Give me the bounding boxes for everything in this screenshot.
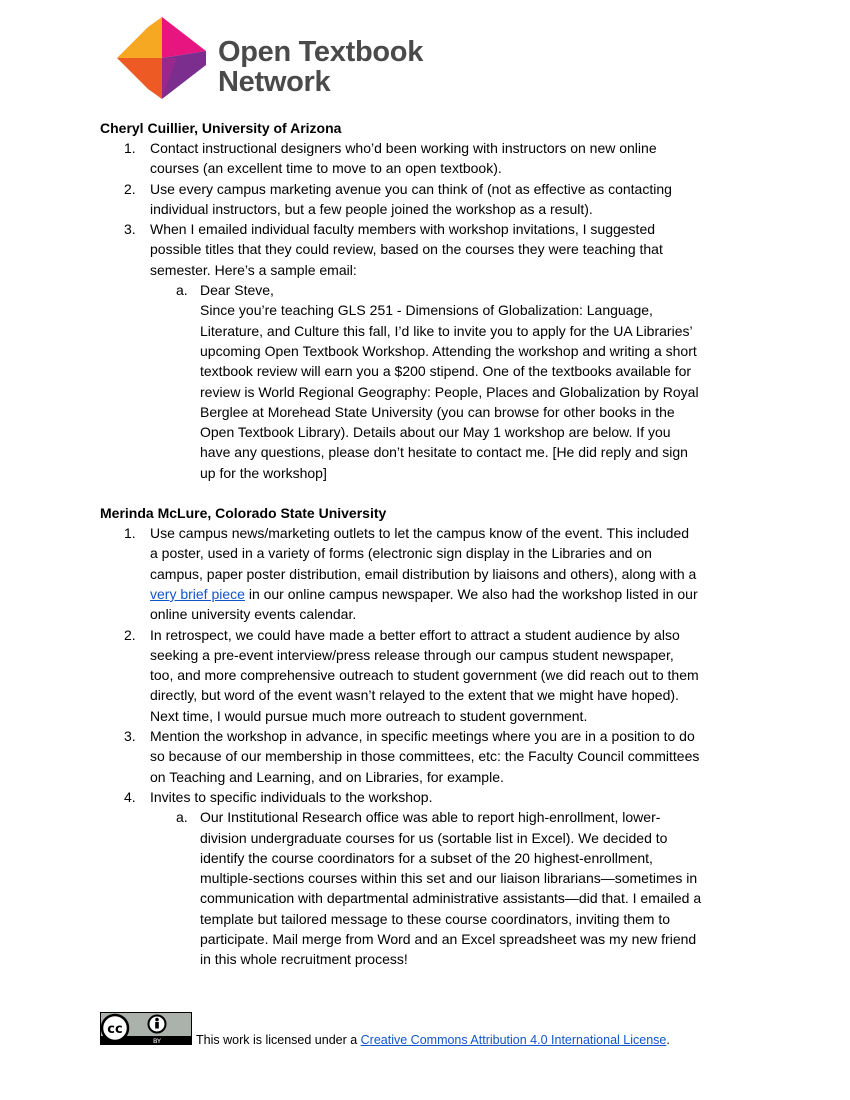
list-marker: 3.: [124, 728, 136, 745]
text-line: a poster, used in a variety of forms (electronic sign display in the Libraries and on: [150, 545, 652, 562]
text-line: division undergraduate courses for us (sortable list in Excel). We decided to: [200, 829, 668, 846]
list-marker: 4.: [124, 788, 136, 805]
text-line: Use campus news/marketing outlets to let the campus know of the event. This included: [150, 525, 690, 542]
text-line: Use every campus marketing avenue you can think of (not as effective as contacting: [150, 180, 672, 197]
text-line: Our Institutional Research office was able to report high-enrollment, lower-: [200, 809, 661, 826]
list-item: [100, 523, 760, 624]
text-line: so because of our membership in those committees, etc: the Faculty Council committees: [150, 748, 700, 765]
text-line: identify the course coordinators for a subset of the 20 highest-enrollment,: [200, 849, 653, 866]
text-line: possible titles that they could review, based on the courses they were teaching that: [150, 241, 663, 258]
text-line: too, and more comprehensive outreach to student government (we did reach out to them: [150, 667, 699, 684]
list-item: [150, 807, 760, 969]
text-line: Mention the workshop in advance, in specific meetings where you are in a position to do: [150, 728, 695, 745]
text-line: Literature, and Culture this fall, I’d like to invite you to apply for the UA Libraries’: [200, 322, 693, 339]
list-item: [100, 625, 760, 726]
text-line: textbook review will earn you a $200 stipend. One of the textbooks available for: [200, 363, 692, 380]
text-line: on Teaching and Learning, and on Libraries, for example.: [150, 768, 504, 785]
text-line: up for the workshop]: [200, 464, 327, 481]
text-line: campus, paper poster distribution, email distribution by liaisons and others), along with a: [150, 565, 697, 582]
license-period: .: [666, 1033, 670, 1047]
logo-line-2: Network: [218, 66, 331, 98]
section-heading: Cheryl Cuillier, University of Arizona: [100, 120, 342, 136]
section-heading: Merinda McLure, Colorado State University: [100, 505, 387, 522]
sample-email: [150, 280, 760, 483]
list-item: [100, 787, 760, 970]
logo-line-1: Open Textbook: [218, 36, 424, 68]
logo-wordmark: [218, 37, 423, 97]
list-marker: 1.: [124, 140, 136, 156]
sub-list: [150, 280, 760, 483]
text-line: Contact instructional designers who’d been working with instructors on new online: [150, 140, 657, 156]
list-item: [100, 726, 760, 787]
list-marker: a.: [176, 809, 188, 826]
text-line: semester. Here’s a sample email:: [150, 261, 357, 278]
text-line: review is World Regional Geography: People, Places and Globalization by Royal: [200, 383, 699, 400]
very-brief-piece-link[interactable]: very brief piece: [150, 585, 245, 602]
text-line: Next time, I would pursue much more outreach to student government.: [150, 707, 588, 724]
license-link[interactable]: Creative Commons Attribution 4.0 International License: [360, 1033, 667, 1047]
list-item: [100, 138, 760, 179]
open-textbook-network-logo: [117, 17, 447, 99]
list-item: [100, 219, 760, 483]
text-line: Since you’re teaching GLS 251 - Dimensions of Globalization: Language,: [200, 302, 653, 319]
license-prefix: This work is licensed under a: [196, 1033, 361, 1047]
text-line: in this whole recruitment process!: [200, 951, 408, 968]
text-line: Dear Steve,: [200, 282, 274, 299]
text-line: online university events calendar.: [150, 606, 357, 623]
list-marker: a.: [176, 282, 188, 299]
text-line: template but tailored message to these course coordinators, inviting them to: [200, 910, 671, 927]
document-body: [100, 118, 760, 970]
list-marker: 2.: [124, 626, 136, 643]
logo-mark-icon: [117, 17, 207, 99]
text-line: When I emailed individual faculty members with workshop invitations, I suggested: [150, 221, 656, 238]
numbered-list: [100, 523, 760, 970]
text-line: multiple-sections courses within this set and our liaison librarians—sometimes in: [200, 870, 698, 887]
text-line: courses (an excellent time to move to an open textbook).: [150, 160, 502, 177]
text-line: have any questions, please don’t hesitate to contact me. [He did reply and sign: [200, 444, 688, 461]
text-line: participate. Mail merge from Word and an Excel spreadsheet was my new friend: [200, 930, 697, 947]
text-line: directly, but word of the event wasn’t relayed to the extent that we might have hoped).: [150, 687, 679, 704]
svg-text:cc: cc: [107, 1022, 123, 1037]
badge-label: BY: [152, 1037, 162, 1045]
text-line: Open Textbook Library). Details about our May 1 workshop are below. If you: [200, 424, 671, 441]
license-text: [196, 1032, 670, 1048]
text-line: communication with departmental administrative assistants—did that. I emailed a: [200, 890, 702, 907]
list-marker: 2.: [124, 180, 136, 197]
list-marker: 3.: [124, 221, 136, 238]
numbered-list: [100, 138, 760, 483]
sub-list: [150, 807, 760, 969]
list-marker: 1.: [124, 525, 136, 542]
text-after-link: in our online campus newspaper. We also had the workshop listed in our: [244, 585, 698, 602]
text-line-with-link: [150, 584, 760, 604]
text-line: upcoming Open Textbook Workshop. Attending the workshop and writing a short: [200, 342, 697, 359]
license-footer: [100, 1012, 740, 1048]
text-line: Invites to specific individuals to the workshop.: [150, 788, 433, 805]
text-line: Berglee at Morehead State University (you can browse for other books in the: [200, 403, 675, 420]
list-item: [100, 179, 760, 220]
text-line: In retrospect, we could have made a better effort to attract a student audience by also: [150, 626, 680, 643]
cc-by-badge-icon[interactable]: [100, 1012, 192, 1045]
text-line: seeking a pre-event interview/press release through our campus student newspaper,: [150, 646, 674, 663]
text-line: individual instructors, but a few people joined the workshop as a result).: [150, 200, 593, 217]
